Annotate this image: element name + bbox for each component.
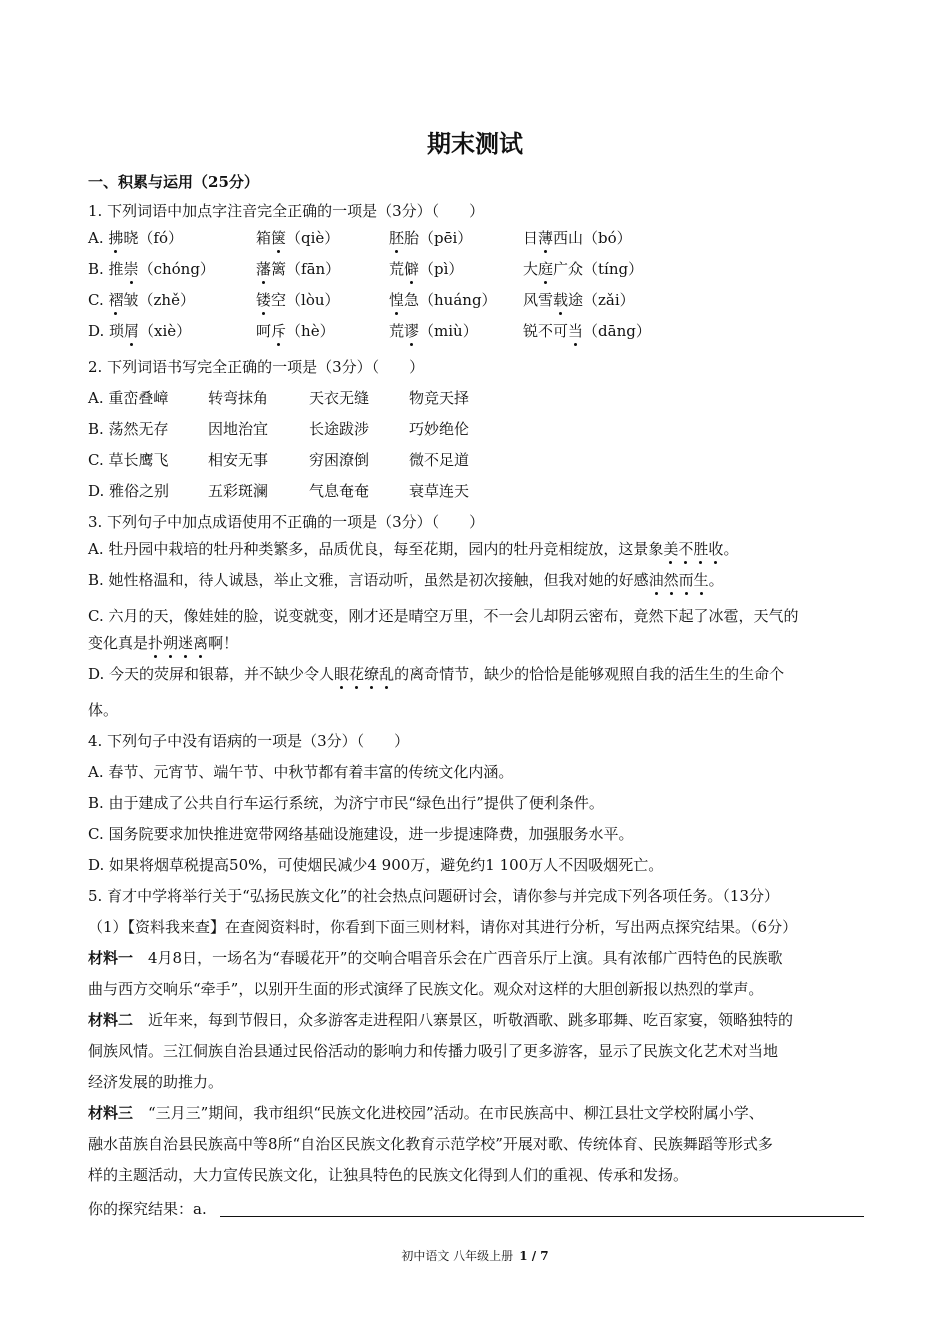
material-2-line1: 材料二 近年来，每到节假日，众多游客走进程阳八寨景区，听敬酒歌、跳多耶舞、吃百家宴，领略独特的 xyxy=(88,1011,794,1029)
dotted-idiom: 油然而生 xyxy=(648,571,709,589)
q5-sub1: （1）【资料我来查】在查阅资料时，你看到下面三则材料，请你对其进行分析，写出两点探究结果。（6分） xyxy=(88,918,798,936)
q4-option-c: C. 国务院要求加快推进宽带网络基础设施建设，进一步提速降费，加强服务水平。 xyxy=(88,825,634,843)
q1-a-1: A. 拂晓（fó） xyxy=(88,229,183,247)
q2-a-1: A. 重峦叠嶂 xyxy=(88,389,169,407)
q1-c-1: C. 褶皱（zhě） xyxy=(88,291,195,309)
q1-a-2: 箱箧（qiè） xyxy=(256,229,340,247)
q2-a-3: 天衣无缝 xyxy=(309,389,370,407)
q1-a-3: 胚胎（pēi） xyxy=(389,229,473,247)
q1-d-4: 锐不可当（dāng） xyxy=(523,322,651,340)
q2-d-3: 气息奄奄 xyxy=(309,482,370,500)
q2-b-3: 长途跋涉 xyxy=(309,420,370,438)
q2-d-1: D. 雅俗之别 xyxy=(88,482,170,500)
material-3-line2: 融水苗族自治县民族高中等8所“自治区民族文化教育示范学校”开展对歌、传统体育、民族舞蹈等形式多 xyxy=(88,1135,773,1153)
q3-option-a: A. 牡丹园中栽培的牡丹种类繁多，品质优良，每至花期，园内的牡丹竞相绽放，这景象美不胜收。 xyxy=(88,540,739,558)
material-1-line2: 曲与西方交响乐“牵手”，以别开生面的形式演绎了民族文化。观众对这样的大胆创新报以热烈的掌声。 xyxy=(88,980,764,998)
q2-b-4: 巧妙绝伦 xyxy=(409,420,470,438)
dotted-idiom: 眼花缭乱 xyxy=(334,665,395,683)
q1-b-1: B. 推崇（chóng） xyxy=(88,260,215,278)
q5-stem: 5. 育才中学将举行关于“弘扬民族文化”的社会热点问题研讨会，请你参与并完成下列各项任务。（13分） xyxy=(88,887,780,905)
q1-c-2: 镂空（lòu） xyxy=(256,291,340,309)
q1-c-4: 风雪载途（zǎi） xyxy=(523,291,635,309)
footer-text: 初中语文 八年级上册 xyxy=(401,1249,514,1263)
answer-blank-line[interactable] xyxy=(220,1216,864,1217)
q1-d-2: 呵斥（hè） xyxy=(256,322,335,340)
q2-stem: 2. 下列词语书写完全正确的一项是（3分）（ ） xyxy=(88,358,425,376)
q2-a-4: 物竞天择 xyxy=(409,389,470,407)
q3-option-c-line2: 变化真是扑朔迷离啊！ xyxy=(88,634,239,652)
q2-d-2: 五彩斑澜 xyxy=(208,482,269,500)
q4-option-d: D. 如果将烟草税提高50%，可使烟民减少4 900万，避免约1 100万人不因吸烟死亡。 xyxy=(88,856,664,874)
material-3-line3: 样的主题活动，大力宣传民族文化，让独具特色的民族文化得到人们的重视、传承和发扬。 xyxy=(88,1166,689,1184)
q1-d-3: 荒谬（miù） xyxy=(389,322,478,340)
material-label: 材料二 xyxy=(88,1011,134,1029)
material-1-line1: 材料一 4月8日，一场名为“春暖花开”的交响合唱音乐会在广西音乐厅上演。具有浓郁广西特色的民族歌 xyxy=(88,949,783,967)
q1-b-3: 荒僻（pì） xyxy=(389,260,464,278)
q3-stem: 3. 下列句子中加点成语使用不正确的一项是（3分）（ ） xyxy=(88,513,485,531)
page-footer xyxy=(0,1247,950,1264)
q3-option-c-line1: C. 六月的天，像娃娃的脸，说变就变，刚才还是晴空万里，不一会儿却阴云密布，竟然下起了冰雹，天气的 xyxy=(88,607,799,625)
material-2-line2: 侗族风情。三江侗族自治县通过民俗活动的影响力和传播力吸引了更多游客，显示了民族文化艺术对当地 xyxy=(88,1042,779,1060)
material-label: 材料一 xyxy=(88,949,134,967)
q3-option-b: B. 她性格温和，待人诚恳，举止文雅，言语动听，虽然是初次接触，但我对她的好感油然而生。 xyxy=(88,571,724,589)
q2-b-1: B. 荡然无存 xyxy=(88,420,169,438)
dotted-idiom: 扑朔迷离 xyxy=(148,634,209,652)
answer-prompt: 你的探究结果：a. xyxy=(88,1200,207,1218)
q2-c-1: C. 草长鹰飞 xyxy=(88,451,169,469)
q2-b-2: 因地治宜 xyxy=(208,420,269,438)
q1-b-4: 大庭广众（tíng） xyxy=(523,260,644,278)
q1-b-2: 藩篱（fān） xyxy=(256,260,341,278)
q2-d-4: 衰草连天 xyxy=(409,482,470,500)
q2-c-3: 穷困潦倒 xyxy=(309,451,370,469)
dotted-idiom: 美不胜收 xyxy=(663,540,724,558)
q1-stem: 1. 下列词语中加点字注音完全正确的一项是（3分）（ ） xyxy=(88,202,485,220)
material-label: 材料三 xyxy=(88,1104,134,1122)
page-number: 1 / 7 xyxy=(519,1249,549,1263)
section-heading: 一、积累与运用（25分） xyxy=(88,173,259,191)
q2-a-2: 转弯抹角 xyxy=(208,389,269,407)
material-3-line1: 材料三 “三月三”期间，我市组织“民族文化进校园”活动。在市民族高中、柳江县壮文学校附属小学、 xyxy=(88,1104,764,1122)
page-title: 期末测试 xyxy=(427,129,523,158)
q1-a-4: 日薄西山（bó） xyxy=(523,229,632,247)
q3-option-d-line2: 体。 xyxy=(88,701,119,719)
q1-c-3: 惶急（huáng） xyxy=(389,291,497,309)
q4-stem: 4. 下列句子中没有语病的一项是（3分）（ ） xyxy=(88,732,410,750)
q2-c-4: 微不足道 xyxy=(409,451,470,469)
q4-option-a: A. 春节、元宵节、端午节、中秋节都有着丰富的传统文化内涵。 xyxy=(88,763,514,781)
q3-option-d-line1: D. 今天的荧屏和银幕，并不缺少令人眼花缭乱的离奇情节，缺少的恰恰是能够观照自我的活生生的生命个 xyxy=(88,665,785,683)
q1-d-1: D. 琐屑（xiè） xyxy=(88,322,192,340)
q2-c-2: 相安无事 xyxy=(208,451,269,469)
material-2-line3: 经济发展的助推力。 xyxy=(88,1073,224,1091)
q4-option-b: B. 由于建成了公共自行车运行系统，为济宁市民“绿色出行”提供了便利条件。 xyxy=(88,794,604,812)
